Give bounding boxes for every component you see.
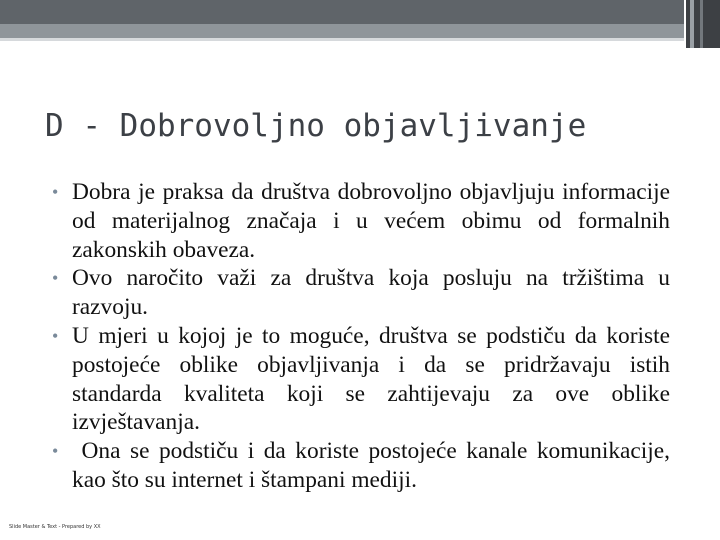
bullet-text: Ovo naročito važi za društva koja posluju na tržištima u razvoju. [72,265,670,321]
bullet-item [52,322,670,437]
top-decorative-band [0,0,720,48]
slide-footer: Slide Master & Text - Prepared by XX [9,524,101,530]
bullet-text: Ona se podstiču i da koriste postojeće kanale komunikacije, kao što su internet i štampani mediji. [72,438,676,493]
bullet-item [52,178,670,264]
slide-title: D - Dobrovoljno objavljivanje [45,108,587,144]
bullet-item [52,264,670,322]
corner-accent-stripe-2 [700,0,703,48]
band-thin-stripe [0,38,684,41]
band-dark-stripe [0,0,684,24]
bullet-icon: • [52,182,59,202]
band-light-stripe [0,24,684,38]
bullet-icon: • [52,325,59,346]
bullet-text: U mjeri u kojoj je to moguće, društva se podstiču da koriste postojeće oblike objavljivanja i da se pridržavaju istih standarda kvaliteta koji se zahtijevaju za ove oblike izvještavanja. [72,322,670,436]
bullet-item [52,437,676,495]
bullet-icon: • [52,268,59,289]
corner-accent-stripe [690,0,694,48]
bullet-icon: • [52,441,59,462]
bullet-list [52,178,676,495]
bullet-text: Dobra je praksa da društva dobrovoljno objavljuju informacije od materijalnog značaja i u većem obimu od formalnih zakonskih obaveza. [72,179,670,263]
